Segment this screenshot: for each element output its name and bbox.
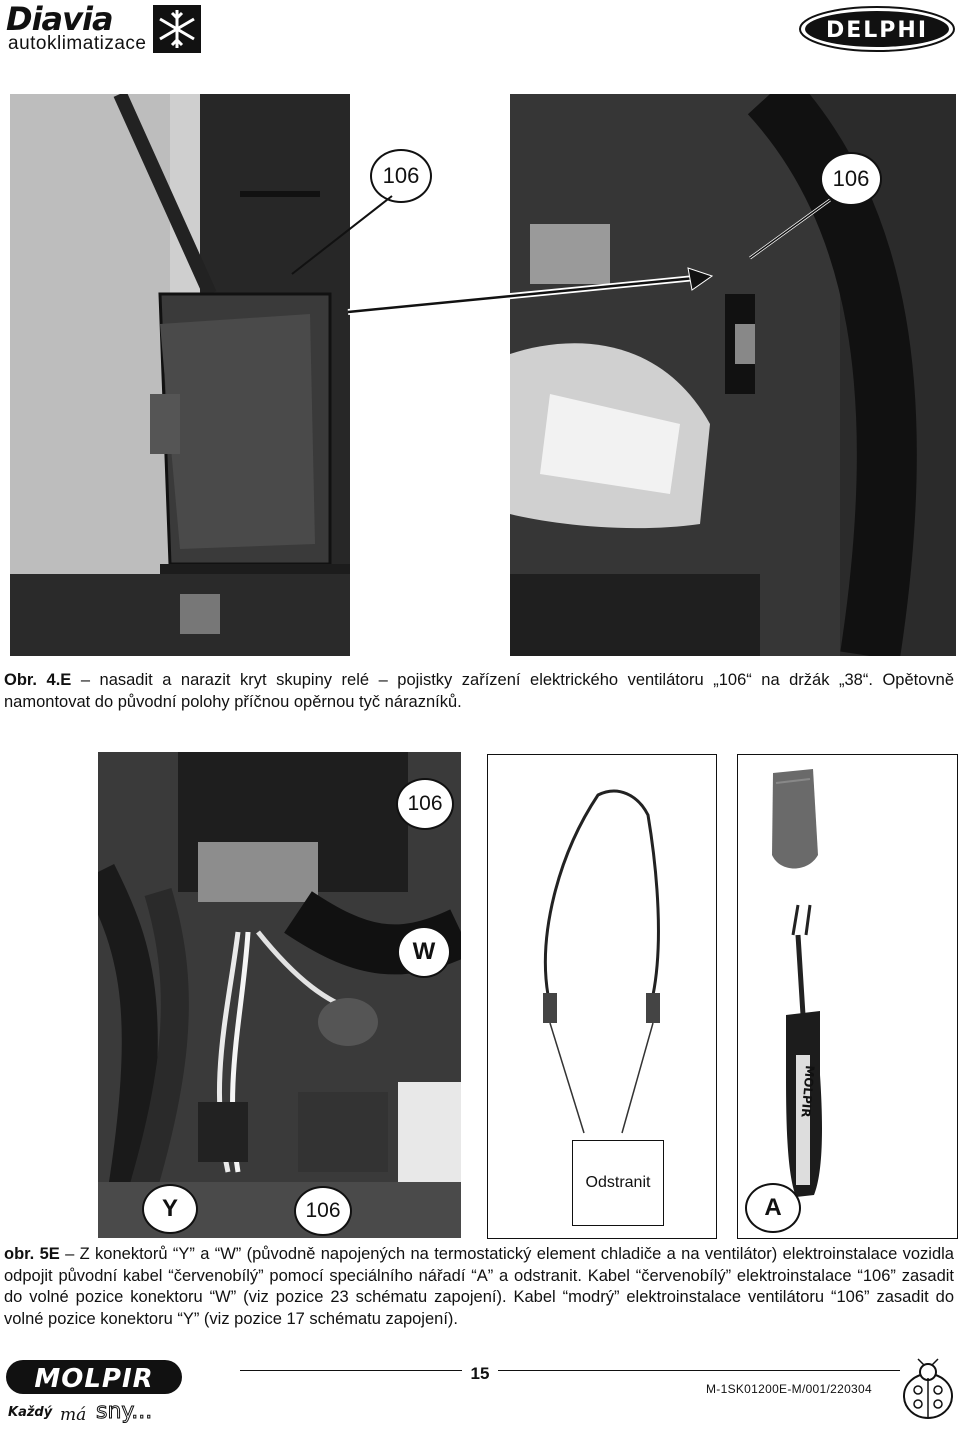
label-remove-text: Odstranit xyxy=(585,1174,651,1191)
callout-y-connector xyxy=(142,1184,198,1234)
delphi-logo xyxy=(798,5,956,53)
brand-name: Diavia xyxy=(6,0,113,38)
callout-106-connectors-top xyxy=(396,778,454,830)
callout-w-connector xyxy=(397,926,451,978)
slogan-word-1: Každý xyxy=(8,1405,53,1420)
caption-figure-5e xyxy=(4,1244,954,1330)
transfer-arrow xyxy=(340,262,720,322)
delphi-logo-text: DELPHI xyxy=(825,18,929,43)
document-code: M-1SK01200E-M/001/220304 xyxy=(706,1382,872,1396)
diavia-logo xyxy=(6,0,206,54)
molpir-logo xyxy=(4,1356,194,1424)
panel-screwdriver-tool xyxy=(737,754,958,1239)
callout-106-top-right-label: 106 xyxy=(832,166,870,191)
screwdriver-handle-text: MOLPIR xyxy=(798,1064,817,1119)
photo-connectors xyxy=(98,752,461,1238)
page-number: 15 xyxy=(462,1364,498,1384)
label-remove xyxy=(572,1140,664,1226)
callout-leader-line-right xyxy=(740,196,840,266)
snowflake-icon xyxy=(152,4,202,54)
footer-divider xyxy=(240,1370,900,1371)
photo-fan-holder xyxy=(510,94,956,656)
caption-figure-5e-text: – Z konektorů “Y” a “W” (původně napojených na termostatický element chladiče a na ventilátor) elektroinstalace vozidla odpojit původní kabel “červenobílý” pomocí speciálního nářadí “A” a odstranit. Kabel “červenobílý” elektroinstalace “106” zasadit do volné pozice konektoru “W” (viz pozice 23 schématu zapojení). Kabel “modrý” elektroinstalace ventilátoru “106” zasadit do volné pozice konektoru “Y” (viz pozice 17 schématu zapojení). xyxy=(4,1245,954,1328)
caption-figure-4e-lead: Obr. 4.E xyxy=(4,671,72,689)
photo-relay-cover xyxy=(10,94,350,656)
callout-106-connectors-bottom-label: 106 xyxy=(305,1199,341,1222)
callout-106-top-left-label: 106 xyxy=(382,163,420,188)
molpir-logo-text: MOLPIR xyxy=(34,1364,154,1394)
callout-y-connector-label: Y xyxy=(161,1195,178,1222)
callout-a-tool-label: A xyxy=(764,1194,782,1221)
caption-figure-5e-lead: obr. 5E xyxy=(4,1245,60,1263)
slogan-word-3: sny... xyxy=(96,1399,153,1424)
brand-subtitle: autoklimatizace xyxy=(8,33,147,54)
callout-106-connectors-top-label: 106 xyxy=(407,792,443,815)
callout-106-connectors-bottom xyxy=(294,1186,352,1236)
screwdriver-illustration xyxy=(738,755,957,1238)
caption-figure-4e-text: – nasadit a narazit kryt skupiny relé – pojistky zařízení elektrického ventilátoru „106“ na držák „38“. Opětovně namontovat do původní polohy příčnou opěrnou tyč nárazníků. xyxy=(4,671,954,711)
callout-a-tool xyxy=(745,1183,801,1233)
caption-figure-4e xyxy=(4,670,954,713)
ladybug-icon xyxy=(896,1358,956,1422)
callout-w-connector-label: W xyxy=(412,938,436,965)
slogan-word-2: má xyxy=(60,1405,87,1424)
